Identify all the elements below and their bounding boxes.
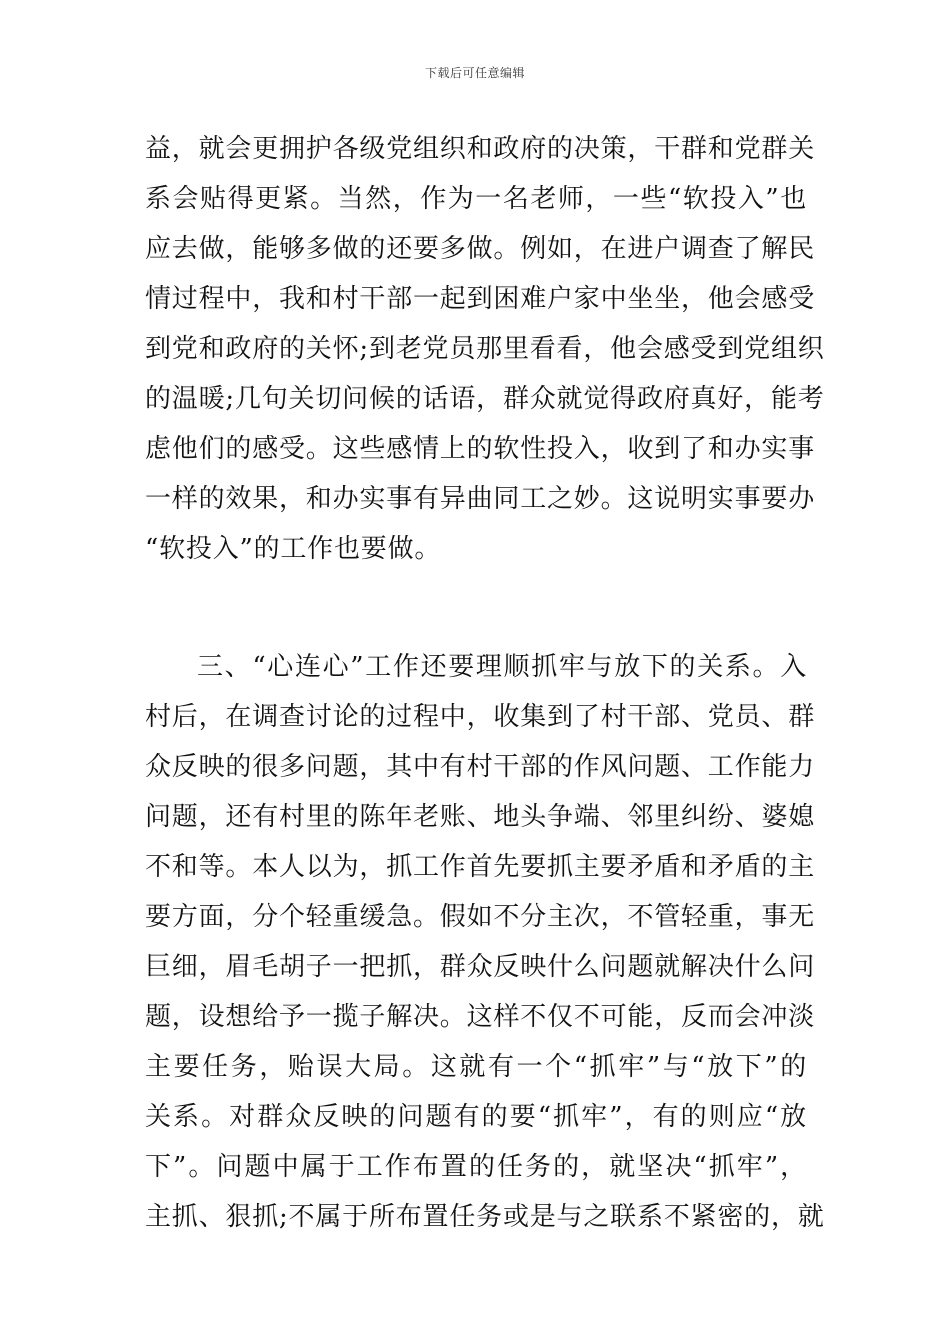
text-line: 情过程中，我和村干部一起到困难户家中坐坐，他会感受 [145, 284, 816, 314]
document-body [145, 124, 825, 1242]
text-line: 虑他们的感受。这些感情上的软性投入，收到了和办实事 [145, 434, 816, 464]
paragraph-gap [145, 574, 807, 642]
text-line: 不和等。本人以为，抓工作首先要抓主要矛盾和矛盾的主 [145, 852, 816, 882]
text-line: 村后，在调查讨论的过程中，收集到了村干部、党员、群 [145, 702, 816, 732]
text-line: 众反映的很多问题，其中有村干部的作风问题、工作能力 [145, 752, 816, 782]
text-line: 的温暖;几句关切问候的话语，群众就觉得政府真好，能考 [145, 384, 825, 414]
text-line: 下”。问题中属于工作布置的任务的，就坚决“抓牢”， [145, 1152, 807, 1182]
text-line: 主要任务，贻误大局。这就有一个“抓牢”与“放下”的 [145, 1052, 807, 1082]
text-line-last: “软投入”的工作也要做。 [145, 534, 442, 564]
page-header: 下载后可任意编辑 [424, 66, 525, 80]
text-line: 系会贴得更紧。当然，作为一名老师，一些“软投入”也 [145, 184, 807, 214]
text-line: 题，设想给予一揽子解决。这样不仅不可能，反而会冲淡 [145, 1002, 816, 1032]
text-line: 一样的效果，和办实事有异曲同工之妙。这说明实事要办 [145, 484, 816, 514]
text-line: 要方面，分个轻重缓急。假如不分主次，不管轻重，事无 [145, 902, 816, 932]
paragraph-1 [145, 124, 825, 574]
text-line: 关系。对群众反映的问题有的要“抓牢”，有的则应“放 [145, 1102, 807, 1132]
text-line: 巨细，眉毛胡子一把抓，群众反映什么问题就解决什么问 [145, 952, 816, 982]
text-line: 到党和政府的关怀;到老党员那里看看，他会感受到党组织 [145, 334, 825, 364]
text-line: 问题，还有村里的陈年老账、地头争端、邻里纠纷、婆媳 [145, 802, 816, 832]
text-line: 应去做，能够多做的还要多做。例如，在进户调查了解民 [145, 234, 816, 264]
text-line-indented: 三、“心连心”工作还要理顺抓牢与放下的关系。入 [197, 652, 807, 682]
text-line: 主抓、狠抓;不属于所布置任务或是与之联系不紧密的，就 [145, 1202, 825, 1232]
text-line: 益，就会更拥护各级党组织和政府的决策，干群和党群关 [145, 134, 816, 164]
paragraph-2 [145, 642, 825, 1242]
